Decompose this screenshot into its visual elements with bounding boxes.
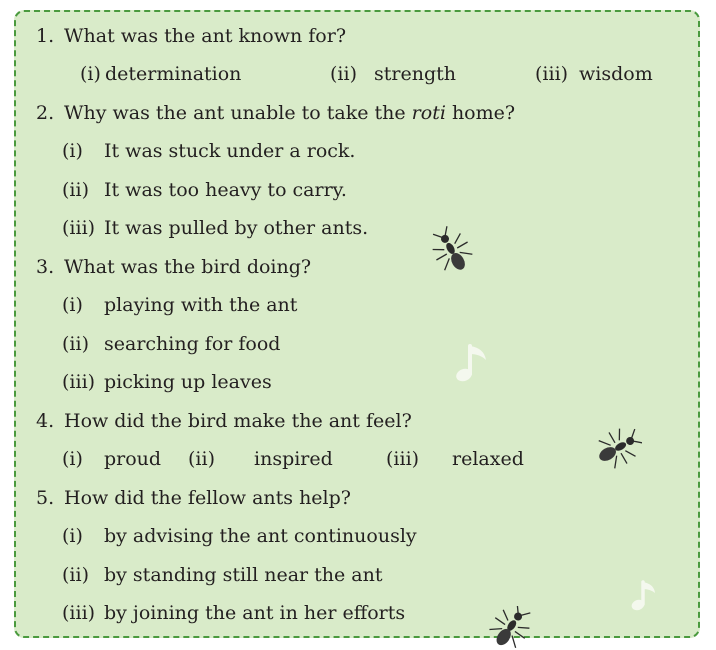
question-text-italic: roti	[411, 102, 446, 124]
music-note-icon	[630, 578, 658, 614]
option-text: by standing still near the ant	[104, 564, 383, 586]
option	[62, 216, 368, 240]
option-label: (iii)	[386, 448, 420, 470]
option-text: by joining the ant in her efforts	[104, 602, 406, 624]
option-text: determination	[105, 63, 242, 85]
option	[62, 332, 280, 356]
question-text: Why was the ant unable to take the	[64, 102, 412, 124]
question-text: How did the bird make the ant feel?	[64, 410, 412, 432]
option-label: (ii)	[62, 333, 89, 355]
option-text: picking up leaves	[104, 371, 272, 393]
option-text: It was too heavy to carry.	[104, 179, 347, 201]
question-text: What was the ant known for?	[64, 25, 347, 47]
option	[62, 601, 405, 625]
option-text: proud	[104, 448, 162, 470]
option	[62, 139, 355, 163]
option-text: strength	[374, 63, 456, 85]
question-text: How did the fellow ants help?	[64, 487, 351, 509]
question-4	[36, 409, 412, 433]
option-label: (i)	[62, 294, 83, 316]
music-note-icon	[454, 340, 490, 386]
option-label: (i)	[62, 448, 83, 470]
question-1	[36, 24, 346, 48]
option-text: inspired	[254, 448, 333, 470]
question-number: 3.	[36, 256, 55, 278]
quiz-panel	[14, 10, 700, 638]
ant-icon	[488, 606, 532, 650]
option-text: It was pulled by other ants.	[104, 217, 369, 239]
question-number: 5.	[36, 487, 55, 509]
option-text: by advising the ant continuously	[104, 525, 417, 547]
option-label: (ii)	[62, 564, 89, 586]
question-2	[36, 101, 515, 125]
option-label: (i)	[62, 525, 83, 547]
option-label: (i)	[80, 63, 101, 85]
question-number: 4.	[36, 410, 55, 432]
question-number: 1.	[36, 25, 55, 47]
question-5	[36, 486, 351, 510]
option-label: (iii)	[62, 602, 96, 624]
question-text: What was the bird doing?	[64, 256, 312, 278]
option-label: (iii)	[62, 371, 96, 393]
question-text: home?	[445, 102, 516, 124]
option-text: searching for food	[104, 333, 281, 355]
option-text: It was stuck under a rock.	[104, 140, 356, 162]
option	[62, 370, 272, 394]
option-text: wisdom	[579, 63, 653, 85]
question-3	[36, 255, 311, 279]
option-label: (ii)	[330, 63, 357, 85]
option-text: relaxed	[452, 448, 524, 470]
option-label: (iii)	[62, 217, 96, 239]
option-label: (ii)	[188, 448, 215, 470]
option-label: (iii)	[535, 63, 569, 85]
option	[62, 563, 383, 587]
option-text: playing with the ant	[104, 294, 298, 316]
option	[62, 293, 297, 317]
ant-icon	[594, 426, 642, 470]
option-label: (ii)	[62, 179, 89, 201]
question-number: 2.	[36, 102, 55, 124]
ant-icon	[430, 226, 474, 276]
option-label: (i)	[62, 140, 83, 162]
option	[62, 178, 347, 202]
option	[62, 524, 417, 548]
